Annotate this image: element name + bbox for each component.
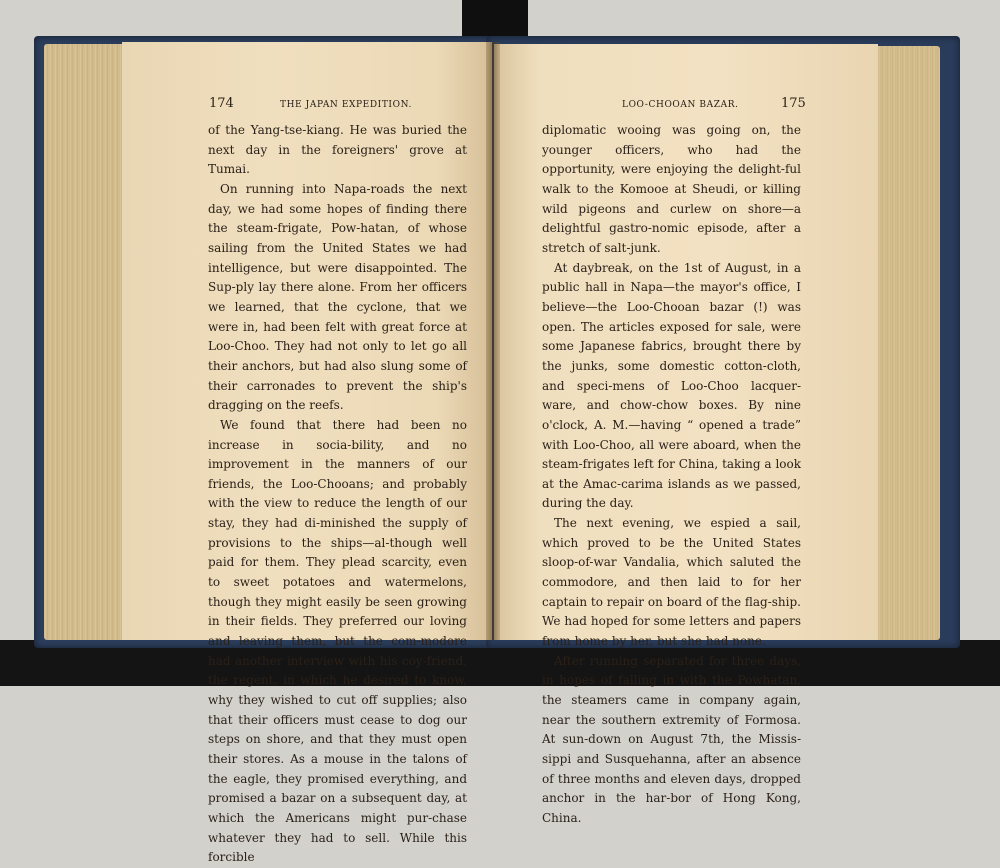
paragraph: After running separated for three days, in hopes of falling in with the Powhatan, the steamers came in company again, near the southern extremity of Formosa. At sun-down on August 7th, the Missis-sippi and Susquehanna, after an absence of three months and eleven days, dropped anchor in the har-bor of Hong Kong, China. xyxy=(542,653,801,825)
paragraph: At daybreak, on the 1st of August, in a public hall in Napa—the mayor's office, I believe—the Loo-Chooan bazar (!) was open. The articles exposed for sale, were some Japanese fabrics, brought there by the junks, some domestic cotton-cloth, and speci-mens of Loo-Choo lacquer-ware, and chow-chow boxes. By nine o'clock, A. M.—having “ opened a trade” with Loo-Choo, all were aboard, when the steam-frigates left for China, taking a look at the Amac-carima islands as we passed, during the day. xyxy=(542,260,801,511)
left-running-head: THE JAPAN EXPEDITION. xyxy=(280,100,412,110)
left-page-number: 174 xyxy=(209,96,234,111)
right-page-number: 175 xyxy=(781,96,806,111)
page-edges-right xyxy=(876,46,940,640)
paragraph: On running into Napa-roads the next day, we had some hopes of finding there the steam-frigate, Pow-hatan, of whose sailing from the United States we had intelligence, but were disappointed. The Sup-ply lay there alone. From her officers we learned, that the cyclone, that we were in, had been felt with great force at Loo-Choo. They had not only to let go all their anchors, but had also slung some of their carronades to prevent the ship's dragging on the reefs. xyxy=(208,181,467,413)
page-edges-left xyxy=(44,44,124,640)
left-page-body xyxy=(208,121,467,868)
paragraph: diplomatic wooing was going on, the younger officers, who had the opportunity, were enjoying the delight-ful walk to the Komooe at Sheudi, or killing wild pigeons and curlew on shore—a delightful gastro-nomic episode, after a stretch of salt-junk. xyxy=(542,123,801,255)
paragraph: We found that there had been no increase in socia-bility, and no improvement in the manners of our friends, the Loo-Chooans; and probably with the view to reduce the length of our stay, they had di-minished the supply of provisions to the ships—al-though well paid for them. They plead scarcity, even to sweet potatoes and watermelons, though they might easily be seen growing in their fields. They preferred our loving and leaving them, but the com-modore had another interview with his coy-friend, the regent, in which he desired to know, why they wished to cut off supplies; also that their officers must cease to dog our steps on shore, and that they must open their stores. As a mouse in the talons of the eagle, they promised everything, and promised a bazar on a subsequent day, at which the Americans might pur-chase whatever they had to sell. While this forcible xyxy=(208,417,467,865)
paragraph: The next evening, we espied a sail, which proved to be the United States sloop-of-war Vandalia, which saluted the commodore, and then laid to for her captain to repair on board of the flag-ship. We had hoped for some letters and papers from home by her, but she had none. xyxy=(542,516,801,649)
paragraph: of the Yang-tse-kiang. He was buried the next day in the foreigners' grove at Tumai. xyxy=(208,123,467,177)
right-page-body xyxy=(542,121,801,829)
right-running-head: LOO-CHOOAN BAZAR. xyxy=(622,100,739,110)
book-gutter xyxy=(486,42,500,640)
